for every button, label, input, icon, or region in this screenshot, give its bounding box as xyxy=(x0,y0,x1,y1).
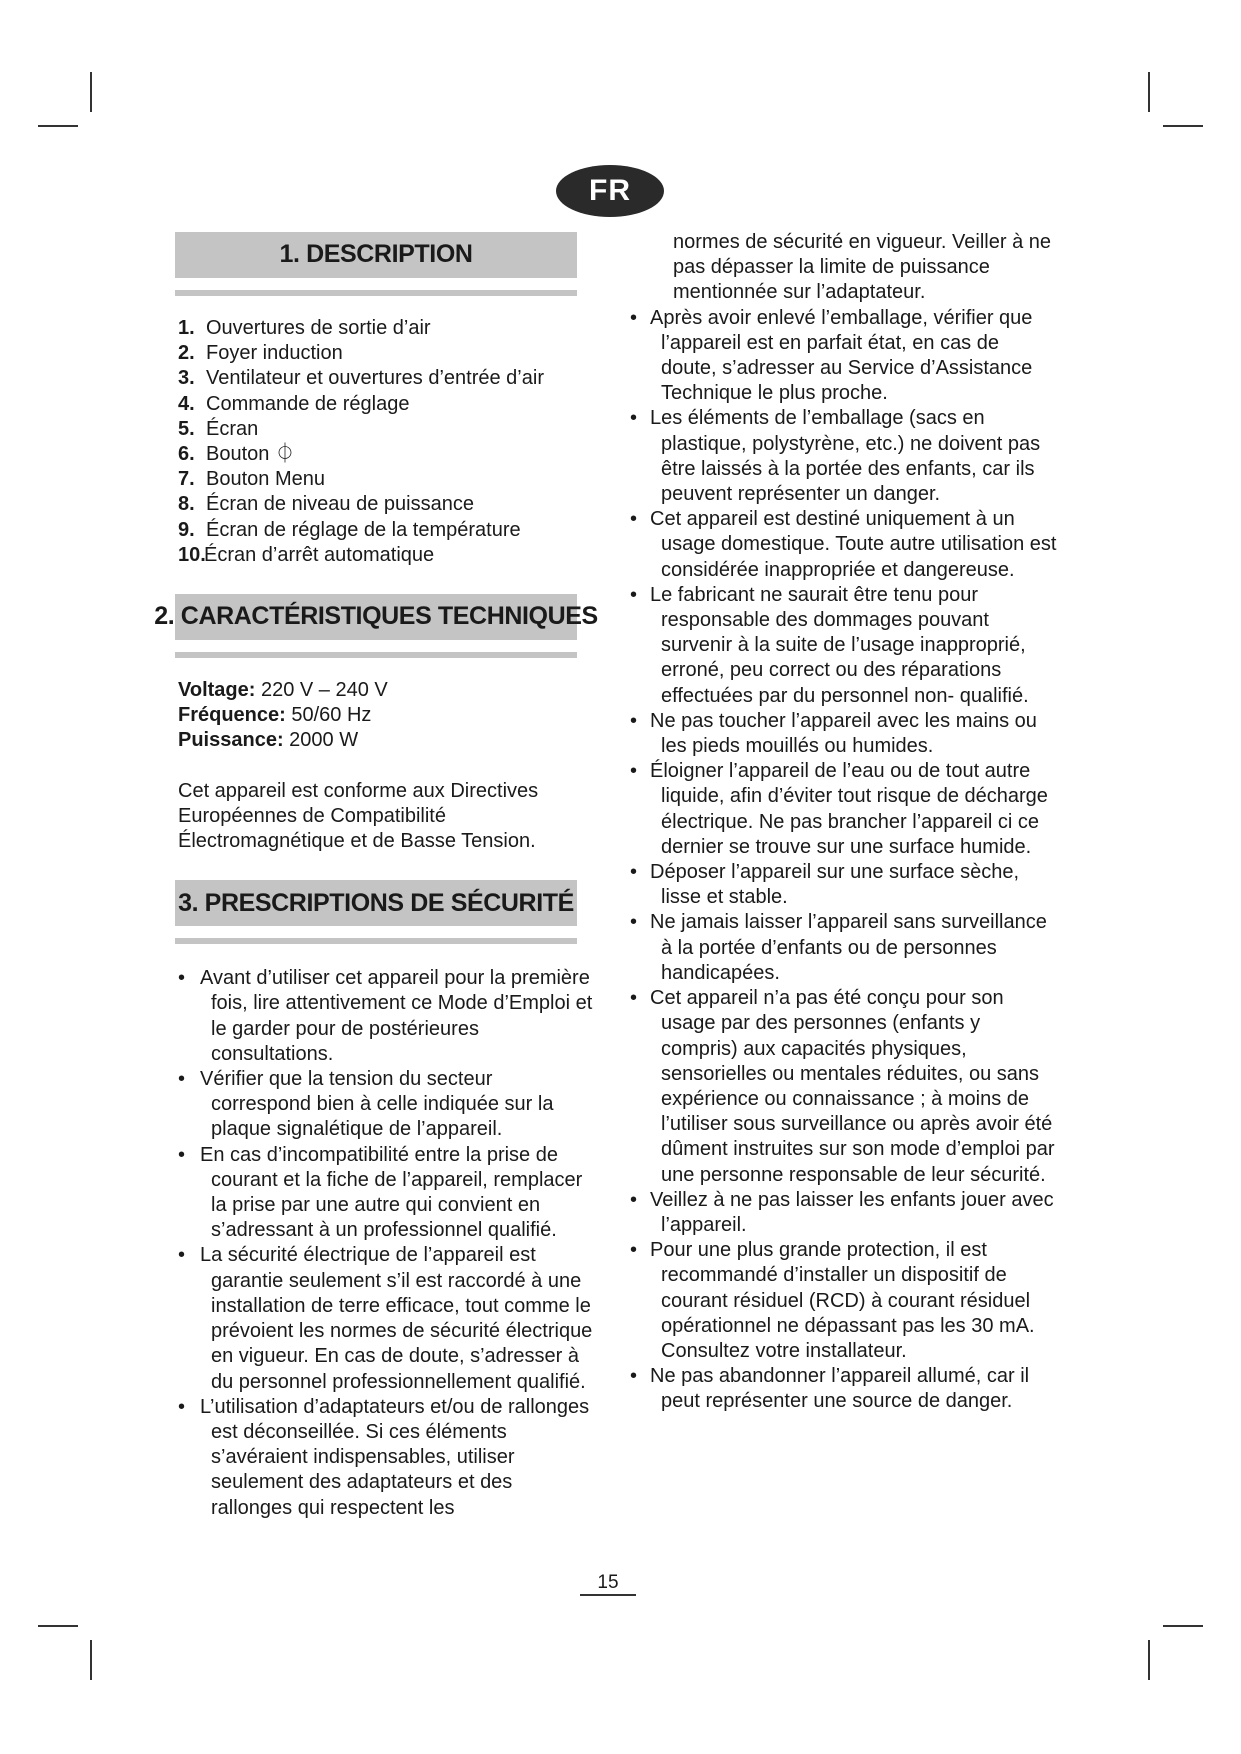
list-item: • Éloigner l’appareil de l’eau ou de tout autre liquide, afin d’éviter tout risque de décharge électrique. Ne pas brancher l’appareil ci ce dernier se trouve sur une surface humide. xyxy=(630,759,1060,860)
language-badge: FR xyxy=(556,165,664,217)
item-number: 6. xyxy=(178,443,195,466)
item-text: Bouton ⏀ xyxy=(206,443,295,466)
list-item: • La sécurité électrique de l’appareil est garantie seulement s’il est raccordé à une installation de terre efficace, tout comme le prévoient les normes de sécurité électrique en vigueur. En cas de doute, s’adresser à du personnel professionnellement qualifié. xyxy=(178,1243,593,1394)
item-number: 3. xyxy=(178,367,195,390)
item-number: 7. xyxy=(178,468,195,491)
section-divider xyxy=(175,938,577,944)
list-item xyxy=(178,442,593,467)
crop-mark xyxy=(1148,1640,1150,1680)
list-item xyxy=(178,316,593,341)
item-number: 2. xyxy=(178,342,195,365)
list-item xyxy=(178,467,593,492)
section-title-description: 1. DESCRIPTION xyxy=(175,232,577,278)
crop-mark xyxy=(1148,72,1150,112)
section-title-specs: 2. CARACTÉRISTIQUES TECHNIQUES xyxy=(175,594,577,640)
spec-value: 50/60 Hz xyxy=(285,704,372,727)
item-number: 10. xyxy=(178,543,206,566)
list-item: • En cas d’incompatibilité entre la prise de courant et la fiche de l’appareil, remplacer la prise par une autre qui convient en s’adressant à un professionnel qualifié. xyxy=(178,1143,593,1244)
spec-power xyxy=(178,728,593,753)
list-item: • Cet appareil est destiné uniquement à un usage domestique. Toute autre utilisation est considérée inappropriée et dangereuse. xyxy=(630,507,1060,583)
safety-list-right xyxy=(630,306,1060,1415)
conformity-text: Cet appareil est conforme aux Directives Européennes de Compatibilité Électromagnétique et de Basse Tension. xyxy=(178,779,539,853)
item-text: Commande de réglage xyxy=(206,392,410,415)
spec-frequency xyxy=(178,703,593,728)
list-item: • Pour une plus grande protection, il est recommandé d’installer un dispositif de courant résiduel (RCD) à courant résiduel opérationnel ne dépassant pas les 30 mA. Consultez votre installateur. xyxy=(630,1238,1060,1364)
list-item: • Le fabricant ne saurait être tenu pour responsable des dommages pouvant survenir à la suite de l’usage inapproprié, erroné, peu correct ou des réparations effectuées par du personnel non- qualifié. xyxy=(630,583,1060,709)
item-number: 9. xyxy=(178,518,195,541)
list-item: • Les éléments de l’emballage (sacs en plastique, polystyrène, etc.) ne doivent pas être laissés à la portée des enfants, car ils peuvent représenter un danger. xyxy=(630,406,1060,507)
specs-block xyxy=(178,678,593,754)
item-text: Écran de réglage de la température xyxy=(206,518,521,541)
item-number: 4. xyxy=(178,392,195,415)
list-item xyxy=(178,492,593,517)
list-item: • L’utilisation d’adaptateurs et/ou de rallonges est déconseillée. Si ces éléments s’avéraient indispensables, utiliser seulement des adaptateurs et des rallonges qui respectent les xyxy=(178,1395,593,1521)
spec-label: Fréquence: xyxy=(178,704,286,727)
description-list xyxy=(178,316,593,568)
crop-mark xyxy=(90,1640,92,1680)
list-item xyxy=(178,518,593,543)
section-divider xyxy=(175,290,577,296)
crop-mark xyxy=(1163,1625,1203,1627)
page-number: 15 xyxy=(580,1572,636,1596)
spec-label: Puissance: xyxy=(178,729,284,752)
item-text: Foyer induction xyxy=(206,342,343,365)
list-item: • Vérifier que la tension du secteur correspond bien à celle indiquée sur la plaque signalétique de l’appareil. xyxy=(178,1067,593,1143)
list-item: • Déposer l’appareil sur une surface sèche, lisse et stable. xyxy=(630,860,1060,910)
item-text: Ventilateur et ouvertures d’entrée d’air xyxy=(206,367,544,390)
list-item xyxy=(178,392,593,417)
continued-text: normes de sécurité en vigueur. Veiller à ne pas dépasser la limite de puissance mentionnée sur l’adaptateur. xyxy=(673,231,1051,304)
crop-mark xyxy=(38,1625,78,1627)
list-item: • Avant d’utiliser cet appareil pour la première fois, lire attentivement ce Mode d’Emploi et le garder pour de postérieures consultations. xyxy=(178,966,593,1067)
item-text: Écran de niveau de puissance xyxy=(206,493,474,516)
item-text: Bouton Menu xyxy=(206,468,325,491)
item-text: Écran xyxy=(206,417,259,440)
item-text: Ouvertures de sortie d’air xyxy=(206,317,431,339)
list-item: • Ne jamais laisser l’appareil sans surveillance à la portée d’enfants ou de personnes handicapées. xyxy=(630,910,1060,986)
list-item xyxy=(178,417,593,442)
crop-mark xyxy=(38,125,78,127)
list-item: • Veillez à ne pas laisser les enfants jouer avec l’appareil. xyxy=(630,1188,1060,1238)
spec-voltage xyxy=(178,678,593,703)
crop-mark xyxy=(90,72,92,112)
left-column xyxy=(154,232,598,1521)
list-item: • Cet appareil n’a pas été conçu pour son usage par des personnes (enfants y compris) aux capacités physiques, sensorielles ou mentales réduites, ou sans expérience ou connaissance ; à moins de l’utiliser sous surveillance ou après avoir été dûment instruites sur son mode d’emploi par une personne responsable de leur sécurité. xyxy=(630,986,1060,1188)
safety-list-left xyxy=(178,966,593,1520)
spec-value: 2000 W xyxy=(283,729,359,752)
list-item xyxy=(178,366,593,391)
list-item: • Après avoir enlevé l’emballage, vérifier que l’appareil est en parfait état, en cas de doute, s’adresser au Service d’Assistance Technique le plus proche. xyxy=(630,306,1060,407)
spec-value: 220 V – 240 V xyxy=(255,679,388,702)
section-title-safety: 3. PRESCRIPTIONS DE SÉCURITÉ xyxy=(175,880,577,926)
item-number: 5. xyxy=(178,417,195,440)
item-text: Écran d’arrêt automatique xyxy=(204,543,435,566)
list-item xyxy=(178,543,593,568)
crop-mark xyxy=(1163,125,1203,127)
item-number: 1. xyxy=(178,317,195,339)
list-item: • Ne pas abandonner l’appareil allumé, car il peut représenter une source de danger. xyxy=(630,1364,1060,1414)
item-number: 8. xyxy=(178,493,195,516)
section-divider xyxy=(175,652,577,658)
list-item xyxy=(178,341,593,366)
list-item: • Ne pas toucher l’appareil avec les mains ou les pieds mouillés ou humides. xyxy=(630,709,1060,759)
spec-label: Voltage: xyxy=(178,679,256,702)
right-column xyxy=(630,230,1060,1415)
